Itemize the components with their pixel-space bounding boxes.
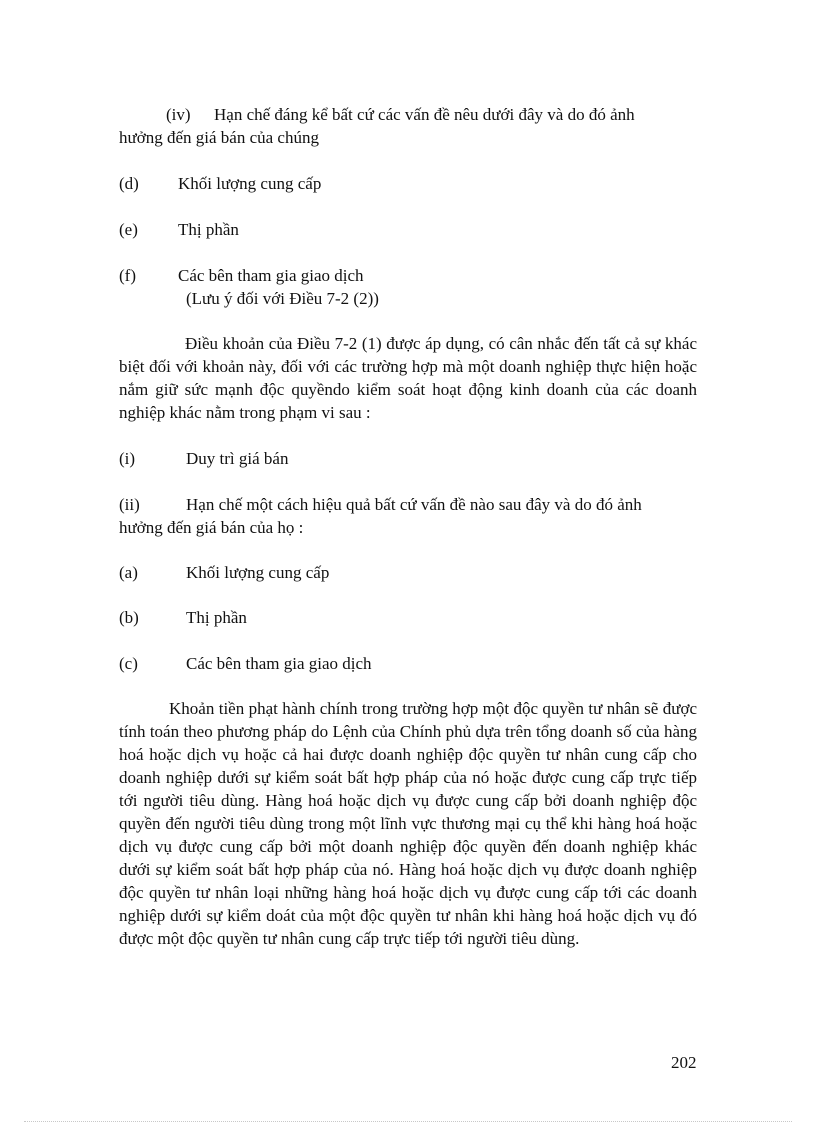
page-bottom-divider xyxy=(24,1121,792,1122)
list-item-label: (a) xyxy=(119,563,138,582)
list-item-label: (b) xyxy=(119,608,139,627)
page-number: 202 xyxy=(671,1053,697,1072)
list-item-label: (d) xyxy=(119,174,139,193)
list-item-label: (e) xyxy=(119,220,138,239)
list-item-text: Khối lượng cung cấp xyxy=(178,174,322,193)
list-item-text: Khối lượng cung cấp xyxy=(186,563,330,582)
list-item-text: Thị phần xyxy=(178,220,239,239)
article-note: (Lưu ý đối với Điều 7-2 (2)) xyxy=(186,289,379,308)
section-iv-line1: Hạn chế đáng kể bất cứ các vấn đề nêu dưới đây và do đó ảnh xyxy=(214,105,635,124)
section-iv-label: (iv) xyxy=(166,105,191,124)
list-item-label: (f) xyxy=(119,266,136,285)
item-ii-line2: hưởng đến giá bán của họ : xyxy=(119,518,304,537)
list-item-text: Các bên tham gia giao dịch xyxy=(178,266,364,285)
item-i-text: Duy trì giá bán xyxy=(186,449,289,468)
item-i-label: (i) xyxy=(119,449,136,468)
paragraph-one: Điều khoản của Điều 7-2 (1) được áp dụng, có cân nhắc đến tất cả sự khác biệt đối với khoản này, đối với các trường hợp mà một doanh nghiệp thực hiện hoặc nắm giữ sức mạnh độc quyềndo kiểm soát hoạt động kinh doanh của các doanh nghiệp khác nằm trong phạm vi sau : xyxy=(119,334,697,422)
list-item-text: Thị phần xyxy=(186,608,247,627)
list-item-text: Các bên tham gia giao dịch xyxy=(186,654,372,673)
list-item-label: (c) xyxy=(119,654,138,673)
item-ii-label: (ii) xyxy=(119,495,140,514)
section-iv-line2: hưởng đến giá bán của chúng xyxy=(119,128,319,147)
paragraph-two: Khoản tiền phạt hành chính trong trường hợp một độc quyền tư nhân sẽ được tính toán theo phương pháp do Lệnh của Chính phủ dựa trên tổng doanh số của hàng hoá hoặc dịch vụ hoặc cả hai được doanh nghiệp độc quyền tư nhân cung cấp cho doanh nghiệp dưới sự kiểm soát bất hợp pháp của nó hoặc được cung cấp trực tiếp tới người tiêu dùng. Hàng hoá hoặc dịch vụ được cung cấp bởi doanh nghiệp độc quyền đến người tiêu dùng trong một lĩnh vực thương mại cụ thể khi hàng hoá hoặc dịch vụ được cung cấp bởi một doanh nghiệp độc quyền đến doanh nghiệp khác dưới sự kiểm soát bất hợp pháp của nó. Hàng hoá hoặc dịch vụ được doanh nghiệp độc quyền tư nhân loại những hàng hoá hoặc dịch vụ được cung cấp tới các doanh nghiệp dưới sự kiểm doát của một độc quyền tư nhân khi hàng hoá hoặc dịch vụ đó được một độc quyền tư nhân cung cấp trực tiếp tới người tiêu dùng. xyxy=(119,699,697,948)
item-ii-line1: Hạn chế một cách hiệu quả bất cứ vấn đề nào sau đây và do đó ảnh xyxy=(186,495,642,514)
